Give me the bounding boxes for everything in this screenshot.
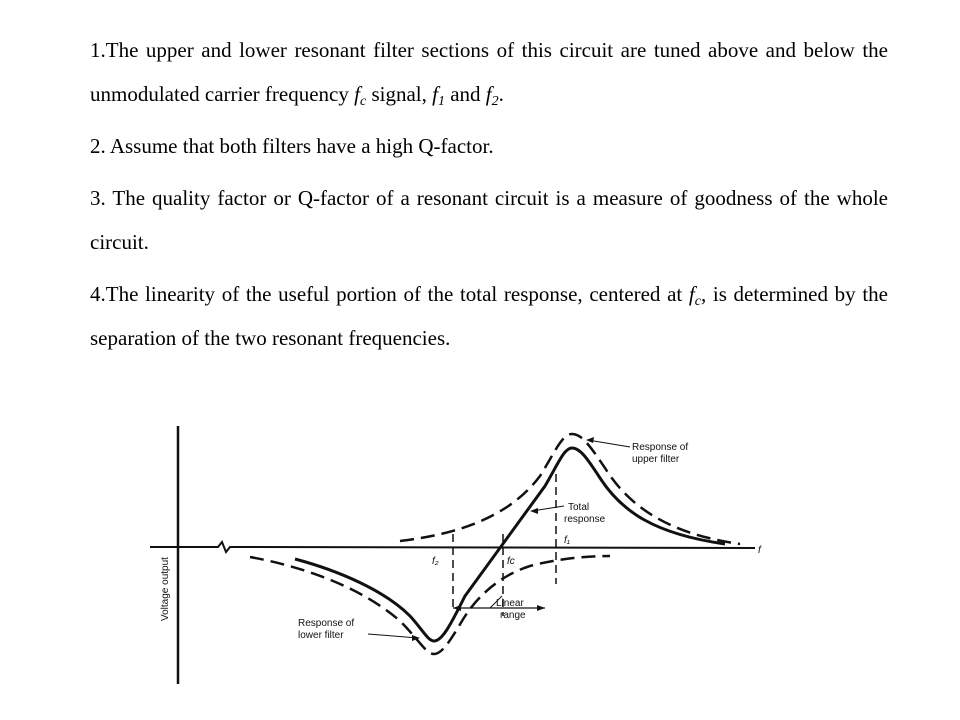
- lower-filter-label-2: lower filter: [298, 630, 344, 641]
- paragraph-4: [90, 272, 888, 360]
- italic-symbol: f: [354, 82, 360, 106]
- upper-filter-leader-arrow: [586, 437, 594, 443]
- text-run: , is determined by the separation of the two resonant frequencies.: [90, 282, 888, 350]
- italic-symbol: f: [432, 82, 438, 106]
- discriminator-response-diagram: [150, 416, 790, 696]
- italic-symbol: f: [485, 82, 492, 106]
- upper-filter-curve: [400, 434, 740, 544]
- linear-range-label-2: range: [500, 610, 526, 621]
- linear-range-arrow-right: [537, 605, 545, 611]
- paragraph-1: [90, 28, 888, 116]
- response-curves-svg: [150, 416, 790, 696]
- paragraph-3: [90, 176, 888, 264]
- f1-label: f₁: [564, 535, 570, 546]
- text-run: signal,: [366, 82, 433, 106]
- total-response-leader-arrow: [530, 508, 538, 514]
- text-block: [90, 28, 888, 368]
- linear-range-label-1: Linear: [496, 598, 524, 609]
- text-run: 3. The quality factor or Q-factor of a resonant circuit is a measure of goodness of the whole circuit.: [90, 186, 888, 254]
- subscript: c: [359, 94, 367, 109]
- upper-filter-label-2: upper filter: [632, 454, 680, 465]
- lower-filter-label-1: Response of: [298, 618, 355, 629]
- subscript: 1: [437, 94, 445, 109]
- x-axis-label: f: [758, 545, 761, 556]
- subscript: 2: [491, 94, 499, 109]
- total-response-label-2: response: [564, 514, 606, 525]
- upper-filter-leader: [588, 440, 630, 447]
- f2-label: f₂: [432, 556, 439, 567]
- paragraph-2: [90, 124, 888, 168]
- text-run: and: [444, 82, 486, 106]
- text-run: 1.The upper and lower resonant filter sections of this circuit are tuned above and below the unmodulated carrier frequency: [90, 38, 888, 106]
- total-response-label-1: Total: [568, 502, 590, 513]
- fc-label: fc: [507, 556, 515, 567]
- y-axis-label: Voltage output: [160, 557, 171, 621]
- subscript: c: [694, 294, 701, 309]
- upper-filter-label-1: Response of: [632, 442, 689, 453]
- text-run: 4.The linearity of the useful portion of the total response, centered at: [90, 282, 689, 306]
- text-run: 2. Assume that both filters have a high Q-factor.: [90, 134, 494, 158]
- lower-filter-leader: [368, 634, 418, 638]
- text-run: .: [498, 82, 504, 106]
- italic-symbol: f: [688, 282, 695, 306]
